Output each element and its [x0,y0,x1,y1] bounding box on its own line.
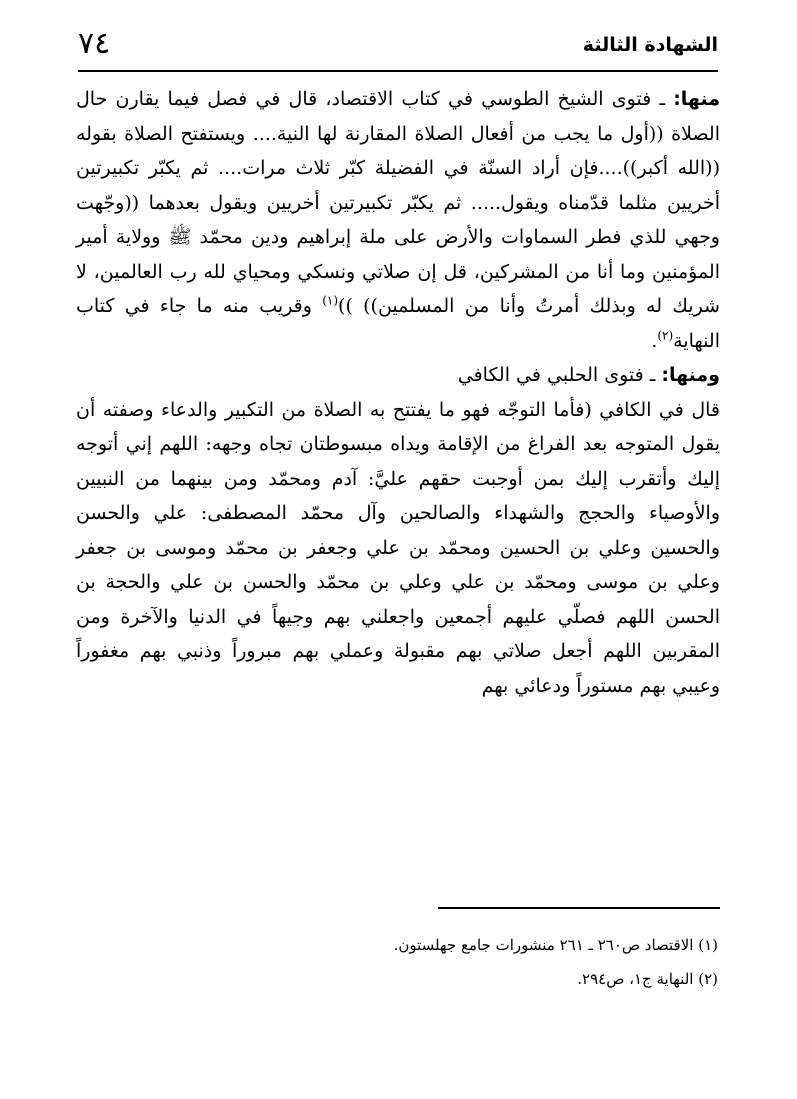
paragraph-tail: وقريب منه ما جاء في كتاب النهاية [76,295,720,352]
footnote-ref-2: (٢) [657,328,674,343]
paragraph-halabi-heading [76,358,720,393]
footnote-divider [438,907,720,909]
footnote-ref-1: (١) [322,293,339,308]
paragraph-lead: منها: [673,88,720,110]
page-number: ٧٤ [78,26,111,61]
footnote-1: (١) الاقتصاد ص٢٦٠ ـ ٢٦١ منشورات جامع جهلستون. [393,936,718,954]
paragraph-lead: ومنها: [661,364,720,386]
running-title: الشهادة الثالثة [582,34,718,56]
page-header [78,28,718,72]
body-text [76,82,720,703]
paragraph-kafi-quote: قال في الكافي (فأما التوجّه فهو ما يفتتح به الصلاة من التكبير والدعاء وصفته أن يقول المتوجه بعد الفراغ من الإقامة ويداه مبسوطتان تجاه وجهه: اللهم إني أتوجه إليك وأتقرب إليك بمن أوجبت حقهم عليَّ: آدم ومحمّد ومن بينهما من النبيين والأوصياء والحجج والشهداء والصالحين وآل محمّد المصطفى: علي والحسن والحسين وعلي بن الحسين ومحمّد بن علي وجعفر بن محمّد وموسى بن جعفر وعلي بن موسى ومحمّد بن علي وعلي بن محمّد والحسن بن علي والحجة بن الحسن اللهم فصلّي عليهم أجمعين واجعلني بهم وجيهاً في الدنيا والآخرة ومن المقربين اللهم أجعل صلاتي بهم مقبولة وعملي بهم مبروراً وذنبي بهم مغفوراً وعيبي بهم مستوراً ودعائي بهم [76,398,720,697]
paragraph-tusi-fatwa [76,82,720,358]
paragraph-text: ـ فتوى الشيخ الطوسي في كتاب الاقتصاد، قال في فصل فيما يقارن حال الصلاة ((أول ما يجب من أفعال الصلاة المقارنة لها النية.... ويستفتح الصلاة بقوله ((الله أكبر))....فإن أراد السنّة في الفضيلة كبّر ثلاث مرات.... ثم يكبّر تكبيرتين أخريين مثلما قدّمناه ويقول..... ثم يكبّر تكبيرتين أخريين ويقول بعدهما ((وجّهت وجهي للذي فطر السماوات والأرض على ملة إبراهيم ودين محمّد ﷺ وولاية أمير المؤمنين وما أنا من المشركين، قل إن صلاتي ونسكي ومحياي لله رب العالمين، لا شريك له وبذلك أمرتُ وأنا من المسلمين)) )) [76,88,720,317]
footnotes [90,928,718,996]
footnote-2: (٢) النهاية ج١، ص٢٩٤. [577,970,718,988]
paragraph-end: . [651,329,658,352]
paragraph-text: ـ فتوى الحلبي في الكافي [457,364,662,386]
